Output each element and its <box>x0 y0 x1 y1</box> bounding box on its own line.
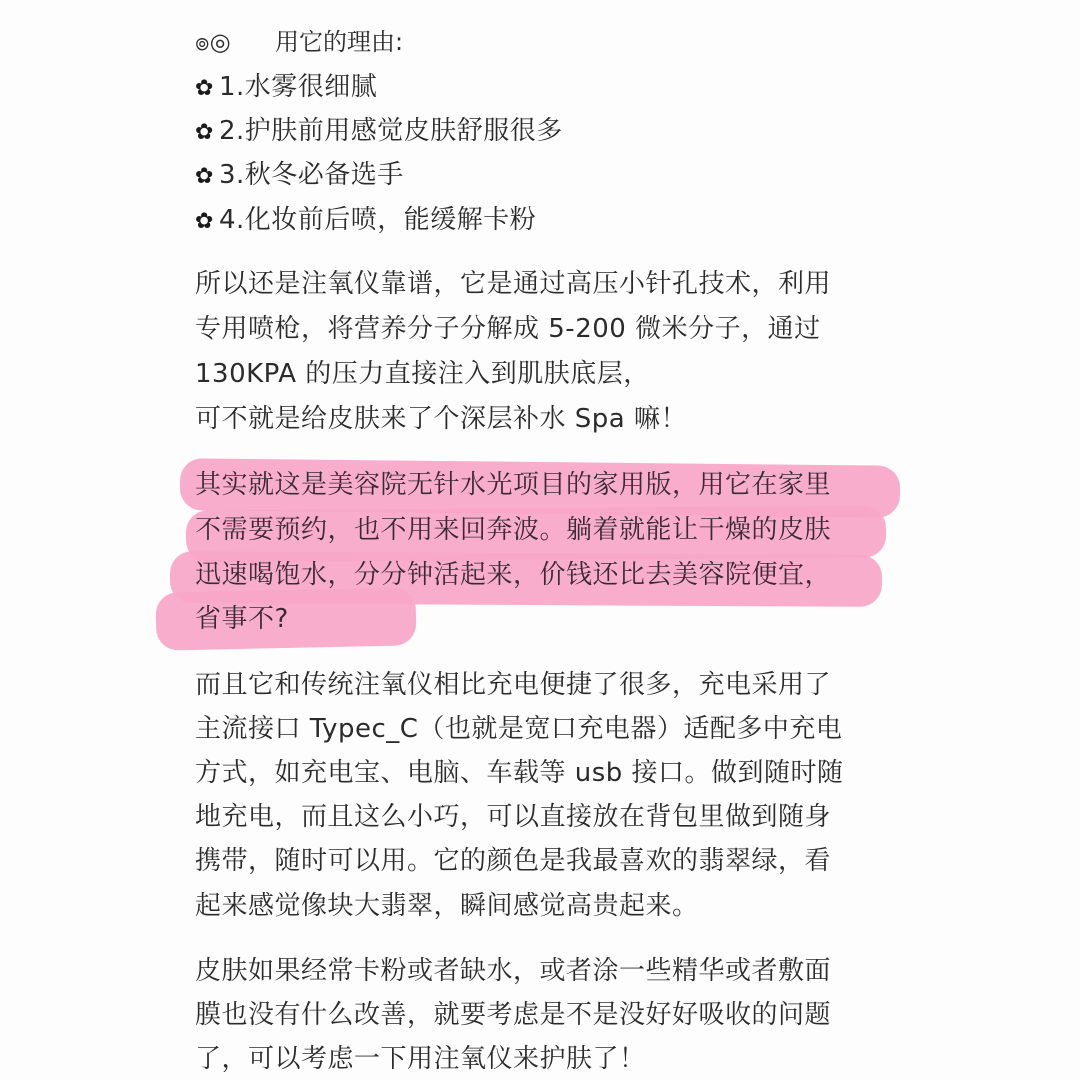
reason-text-3: 3.秋冬必备选手 <box>219 160 404 190</box>
paragraph3-line-2: 主流接口 Typec_C（也就是宽口充电器）适配多中充电 <box>195 714 843 744</box>
face-icon: ๏◎ <box>195 28 231 56</box>
paragraph3-line-6: 起来感觉像块大翡翠，瞬间感觉高贵起来。 <box>195 891 699 921</box>
reason-heading <box>195 20 403 64</box>
flower-icon: ✿ <box>195 209 214 234</box>
reason-item-2 <box>195 109 563 153</box>
flower-icon: ✿ <box>195 164 214 189</box>
paragraph1-line-1: 所以还是注氧仪靠谱，它是通过高压小针孔技术，利用 <box>195 269 832 299</box>
paragraph2-line-1: 其实就这是美容院无针水光项目的家用版，用它在家里 <box>195 470 832 500</box>
paragraph4-line-3: 了，可以考虑一下用注氧仪来护肤了！ <box>195 1044 646 1074</box>
paragraph2-line-2: 不需要预约，也不用来回奔波。躺着就能让干燥的皮肤 <box>195 515 832 545</box>
reason-item-3 <box>195 153 404 197</box>
reason-item-1 <box>195 65 377 109</box>
reason-heading-text: 用它的理由: <box>275 28 404 56</box>
reason-text-2: 2.护肤前用感觉皮肤舒服很多 <box>219 116 563 146</box>
paragraph3-line-5: 携带，随时可以用。它的颜色是我最喜欢的翡翠绿，看 <box>195 846 832 876</box>
paragraph1-line-3: 130KPA 的压力直接注入到肌肤底层， <box>195 359 650 389</box>
paragraph3-line-4: 地充电，而且这么小巧，可以直接放在背包里做到随身 <box>195 802 832 832</box>
paragraph1-line-4: 可不就是给皮肤来了个深层补水 Spa 嘛！ <box>195 404 687 434</box>
paragraph2-line-3: 迅速喝饱水，分分钟活起来，价钱还比去美容院便宜， <box>195 560 832 590</box>
flower-icon: ✿ <box>195 76 214 101</box>
reason-item-4 <box>195 198 536 242</box>
reason-text-4: 4.化妆前后喷，能缓解卡粉 <box>219 205 537 235</box>
paragraph4-line-1: 皮肤如果经常卡粉或者缺水，或者涂一些精华或者敷面 <box>195 956 832 986</box>
paragraph3-line-3: 方式，如充电宝、电脑、车载等 usb 接口。做到随时随 <box>195 758 844 788</box>
paragraph1-line-2: 专用喷枪，将营养分子分解成 5-200 微米分子，通过 <box>195 314 821 344</box>
paragraph4-line-2: 膜也没有什么改善，就要考虑是不是没好好吸收的问题 <box>195 1000 832 1030</box>
paragraph3-line-1: 而且它和传统注氧仪相比充电便捷了很多，充电采用了 <box>195 670 832 700</box>
flower-icon: ✿ <box>195 120 214 145</box>
paragraph2-line-4: 省事不? <box>195 604 289 634</box>
reason-text-1: 1.水雾很细腻 <box>219 72 378 102</box>
